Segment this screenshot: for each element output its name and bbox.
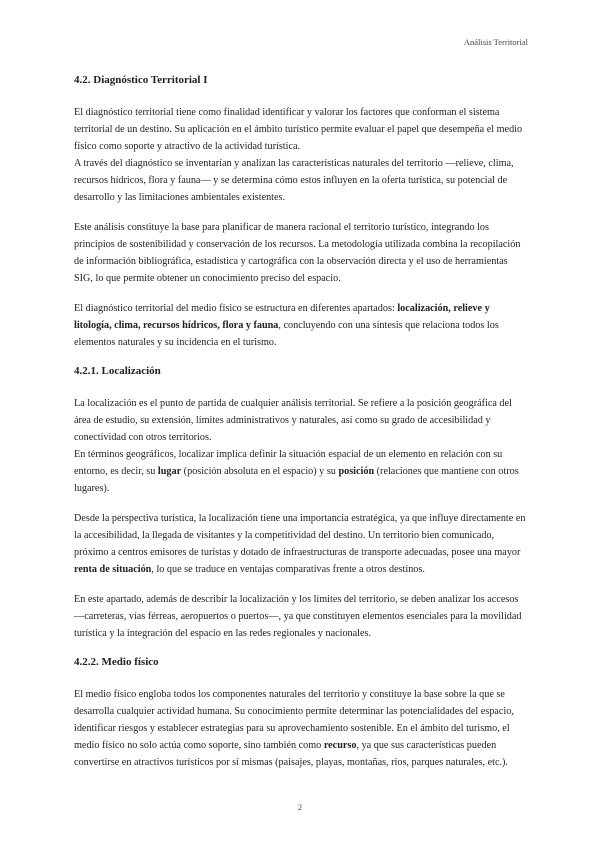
emphasis: recurso <box>323 740 357 751</box>
paragraph: Desde la perspectiva turística, la localización tiene una importancia estratégica, ya que influye directamente en la accesibilidad, la llegada de visitantes y la competitividad del destino. Un territorio bien comunicado, próximo a centros emisores de turistas y dotado de infraestructuras de transporte adecuadas, posee una mayor renta de situación, lo que se traduce en ventajas comparativas frente a otros destinos. <box>74 513 526 575</box>
running-header: Análisis Territorial <box>463 37 528 47</box>
paragraph: En este apartado, además de describir la localización y los límites del territorio, se deben analizar los accesos —carreteras, vías férreas, aeropuertos o puertos—, ya que constituyen elementos esenciales para la movilidad turística y la integración del espacio en las redes regionales y nacionales. <box>74 594 522 639</box>
emphasis: posición <box>338 466 375 477</box>
emphasis: renta de situación <box>74 564 152 575</box>
paragraph: La localización es el punto de partida de cualquier análisis territorial. Se refiere a la posición geográfica del área de estudio, su extensión, límites administrativos y naturales, así como su grado de accesibilidad y conectividad con otros territorios. En términos geográficos, localizar implica definir la situación espacial de un elemento en relación con su entorno, es decir, su lugar (posición absoluta en el espacio) y su posición (relaciones que mantiene con otros lugares). <box>74 398 519 494</box>
paragraph: El medio físico engloba todos los componentes naturales del territorio y constituye la base sobre la que se desarrolla cualquier actividad humana. Su conocimiento permite determinar las potencialidades del espacio, identificar riesgos y establecer estrategias para su aprovechamiento sostenible. En el ámbito del turismo, el medio físico no solo actúa como soporte, sino también como recurso, ya que sus características pueden convertirse en atractivos turísticos por sí mismas (paisajes, playas, montañas, ríos, parques naturales, etc.). <box>74 689 514 768</box>
subsection-title: 4.2.2. Medio físico <box>74 656 159 668</box>
paragraph: Este análisis constituye la base para planificar de manera racional el territorio turístico, integrando los principios de sostenibilidad y conservación de los recursos. La metodología utilizada combina la recopilación de información bibliográfica, estadística y cartográfica con la observación directa y el uso de herramientas SIG, lo que permite obtener un conocimiento preciso del espacio. <box>74 222 521 284</box>
emphasis: lugar <box>157 466 182 477</box>
subsection-title: 4.2.1. Localización <box>74 365 161 377</box>
section-title: 4.2. Diagnóstico Territorial I <box>74 74 208 86</box>
paragraph: El diagnóstico territorial del medio físico se estructura en diferentes apartados: localización, relieve y litología, clima, recursos hídricos, flora y fauna, concluyendo con una síntesis que relaciona todos los elementos naturales y su incidencia en el turismo. <box>74 303 499 348</box>
emphasis: localización, relieve y litología, clima, recursos hídricos, flora y fauna <box>74 303 490 331</box>
page-content <box>74 73 528 784</box>
page-number: 2 <box>297 802 303 812</box>
paragraph: El diagnóstico territorial tiene como finalidad identificar y valorar los factores que conforman el sistema territorial de un destino. Su aplicación en el ámbito turístico permite evaluar el papel que desempeña el medio físico como soporte y atractivo de la actividad turística. A través del diagnóstico se inventarían y analizan las características naturales del territorio —relieve, clima, recursos hídricos, flora y fauna— y se determina cómo estos influyen en la oferta turística, su potencial de desarrollo y las limitaciones ambientales existentes. <box>74 107 523 203</box>
